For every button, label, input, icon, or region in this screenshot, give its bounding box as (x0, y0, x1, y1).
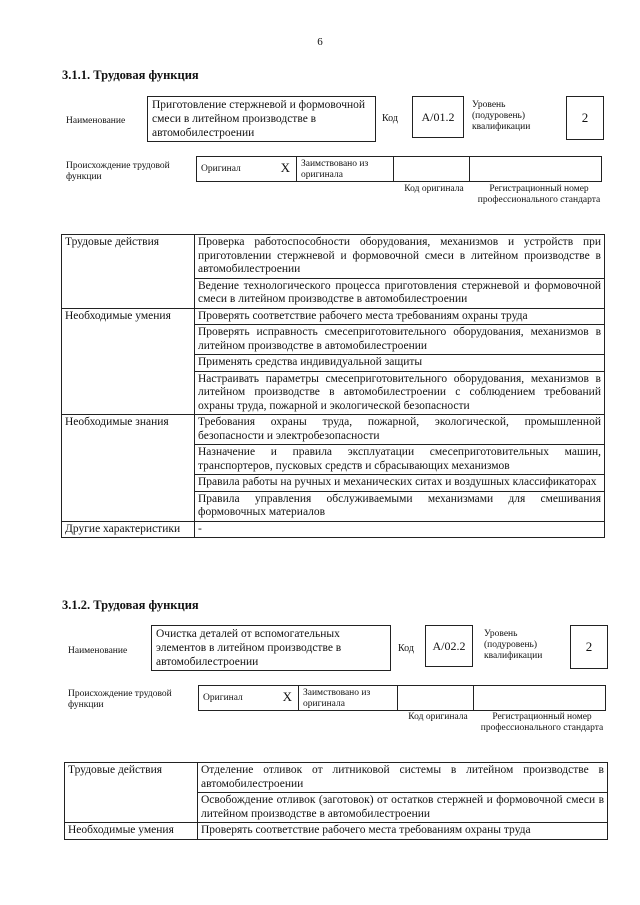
original-label: Оригинал (201, 164, 241, 174)
borrowed-cell: Заимствовано из оригинала (298, 685, 398, 711)
code-box: А/02.2 (425, 625, 473, 667)
section-heading: 3.1.1. Трудовая функция (62, 68, 199, 82)
origin-label: Происхождение трудовой функции (66, 161, 170, 182)
original-mark: X (282, 689, 292, 704)
original-mark: X (280, 160, 290, 175)
original-cell (196, 156, 297, 182)
code-label: Код (382, 113, 398, 124)
table-cell: Отделение отливок от литниковой системы в литейном производстве в автомобилестроении (198, 763, 608, 793)
original-cell (198, 685, 299, 711)
table-cell: Применять средства индивидуальной защиты (195, 355, 605, 372)
reg-number-label: Регистрационный номер профессионального стандарта (480, 712, 604, 733)
reg-number-cell (473, 685, 606, 711)
reg-number-label: Регистрационный номер профессионального стандарта (477, 184, 601, 205)
name-label: Наименование (66, 116, 126, 126)
orig-code-label: Код оригинала (408, 712, 468, 722)
origin-label: Происхождение трудовой функции (68, 689, 172, 710)
name-label: Наименование (68, 646, 128, 656)
code-label: Код (398, 643, 414, 654)
category-required-knowledge: Необходимые знания (62, 415, 195, 522)
function-table (64, 762, 608, 840)
level-box: 2 (570, 625, 608, 669)
table-cell: Проверка работоспособности оборудования, механизмов и устройств при приготовлении стержневой и формовочной смеси в литейном производстве в автомобилестроении (195, 235, 605, 279)
function-table (61, 234, 605, 538)
table-cell: Проверять соответствие рабочего места требованиям охраны труда (195, 308, 605, 325)
origin-row (196, 156, 602, 182)
table-cell: Проверять соответствие рабочего места требованиям охраны труда (198, 823, 608, 840)
orig-code-cell (397, 685, 474, 711)
table-cell: Правила работы на ручных и механических ситах и воздушных классификаторах (195, 475, 605, 492)
category-required-skills: Необходимые умения (65, 823, 198, 840)
origin-row (198, 685, 606, 711)
table-cell: Освобождение отливок (заготовок) от остатков стержней и формовочной смеси в литейном производстве в автомобилестроении (198, 793, 608, 823)
table-cell: Проверять исправность смесеприготовительного оборудования, механизмов в литейном производстве в автомобилестроении (195, 325, 605, 355)
page-number: 6 (317, 36, 323, 48)
category-labor-actions: Трудовые действия (62, 235, 195, 309)
borrowed-cell: Заимствовано из оригинала (296, 156, 394, 182)
table-cell: Ведение технологического процесса приготовления стержневой и формовочной смеси в литейном производстве в автомобилестроении (195, 278, 605, 308)
section-heading: 3.1.2. Трудовая функция (62, 598, 199, 612)
original-label: Оригинал (203, 693, 243, 703)
orig-code-cell (393, 156, 470, 182)
table-cell: Настраивать параметры смесеприготовительного оборудования, механизмов в литейном производстве в автомобилестроении с соблюдением требований охраны труда, пожарной и экологической безопасности (195, 371, 605, 415)
category-required-skills: Необходимые умения (62, 308, 195, 415)
level-label: Уровень (подуровень) квалификации (484, 629, 543, 661)
code-box: А/01.2 (412, 96, 464, 138)
function-name-box: Приготовление стержневой и формовочной смеси в литейном производстве в автомобилестроении (147, 96, 376, 142)
table-cell: Правила управления обслуживаемыми механизмами для смешивания формовочных материалов (195, 491, 605, 521)
level-box: 2 (566, 96, 604, 140)
table-cell: Требования охраны труда, пожарной, экологической, промышленной безопасности и электробезопасности (195, 415, 605, 445)
table-cell: Назначение и правила эксплуатации смесеприготовительных машин, транспортеров, пусковых средств и сбрасывающих механизмов (195, 445, 605, 475)
level-label: Уровень (подуровень) квалификации (472, 100, 531, 132)
table-cell: - (195, 521, 605, 538)
category-other: Другие характеристики (62, 521, 195, 538)
reg-number-cell (469, 156, 602, 182)
function-name-box: Очистка деталей от вспомогательных элементов в литейном производстве в автомобилестроении (151, 625, 391, 671)
orig-code-label: Код оригинала (404, 184, 464, 194)
category-labor-actions: Трудовые действия (65, 763, 198, 823)
